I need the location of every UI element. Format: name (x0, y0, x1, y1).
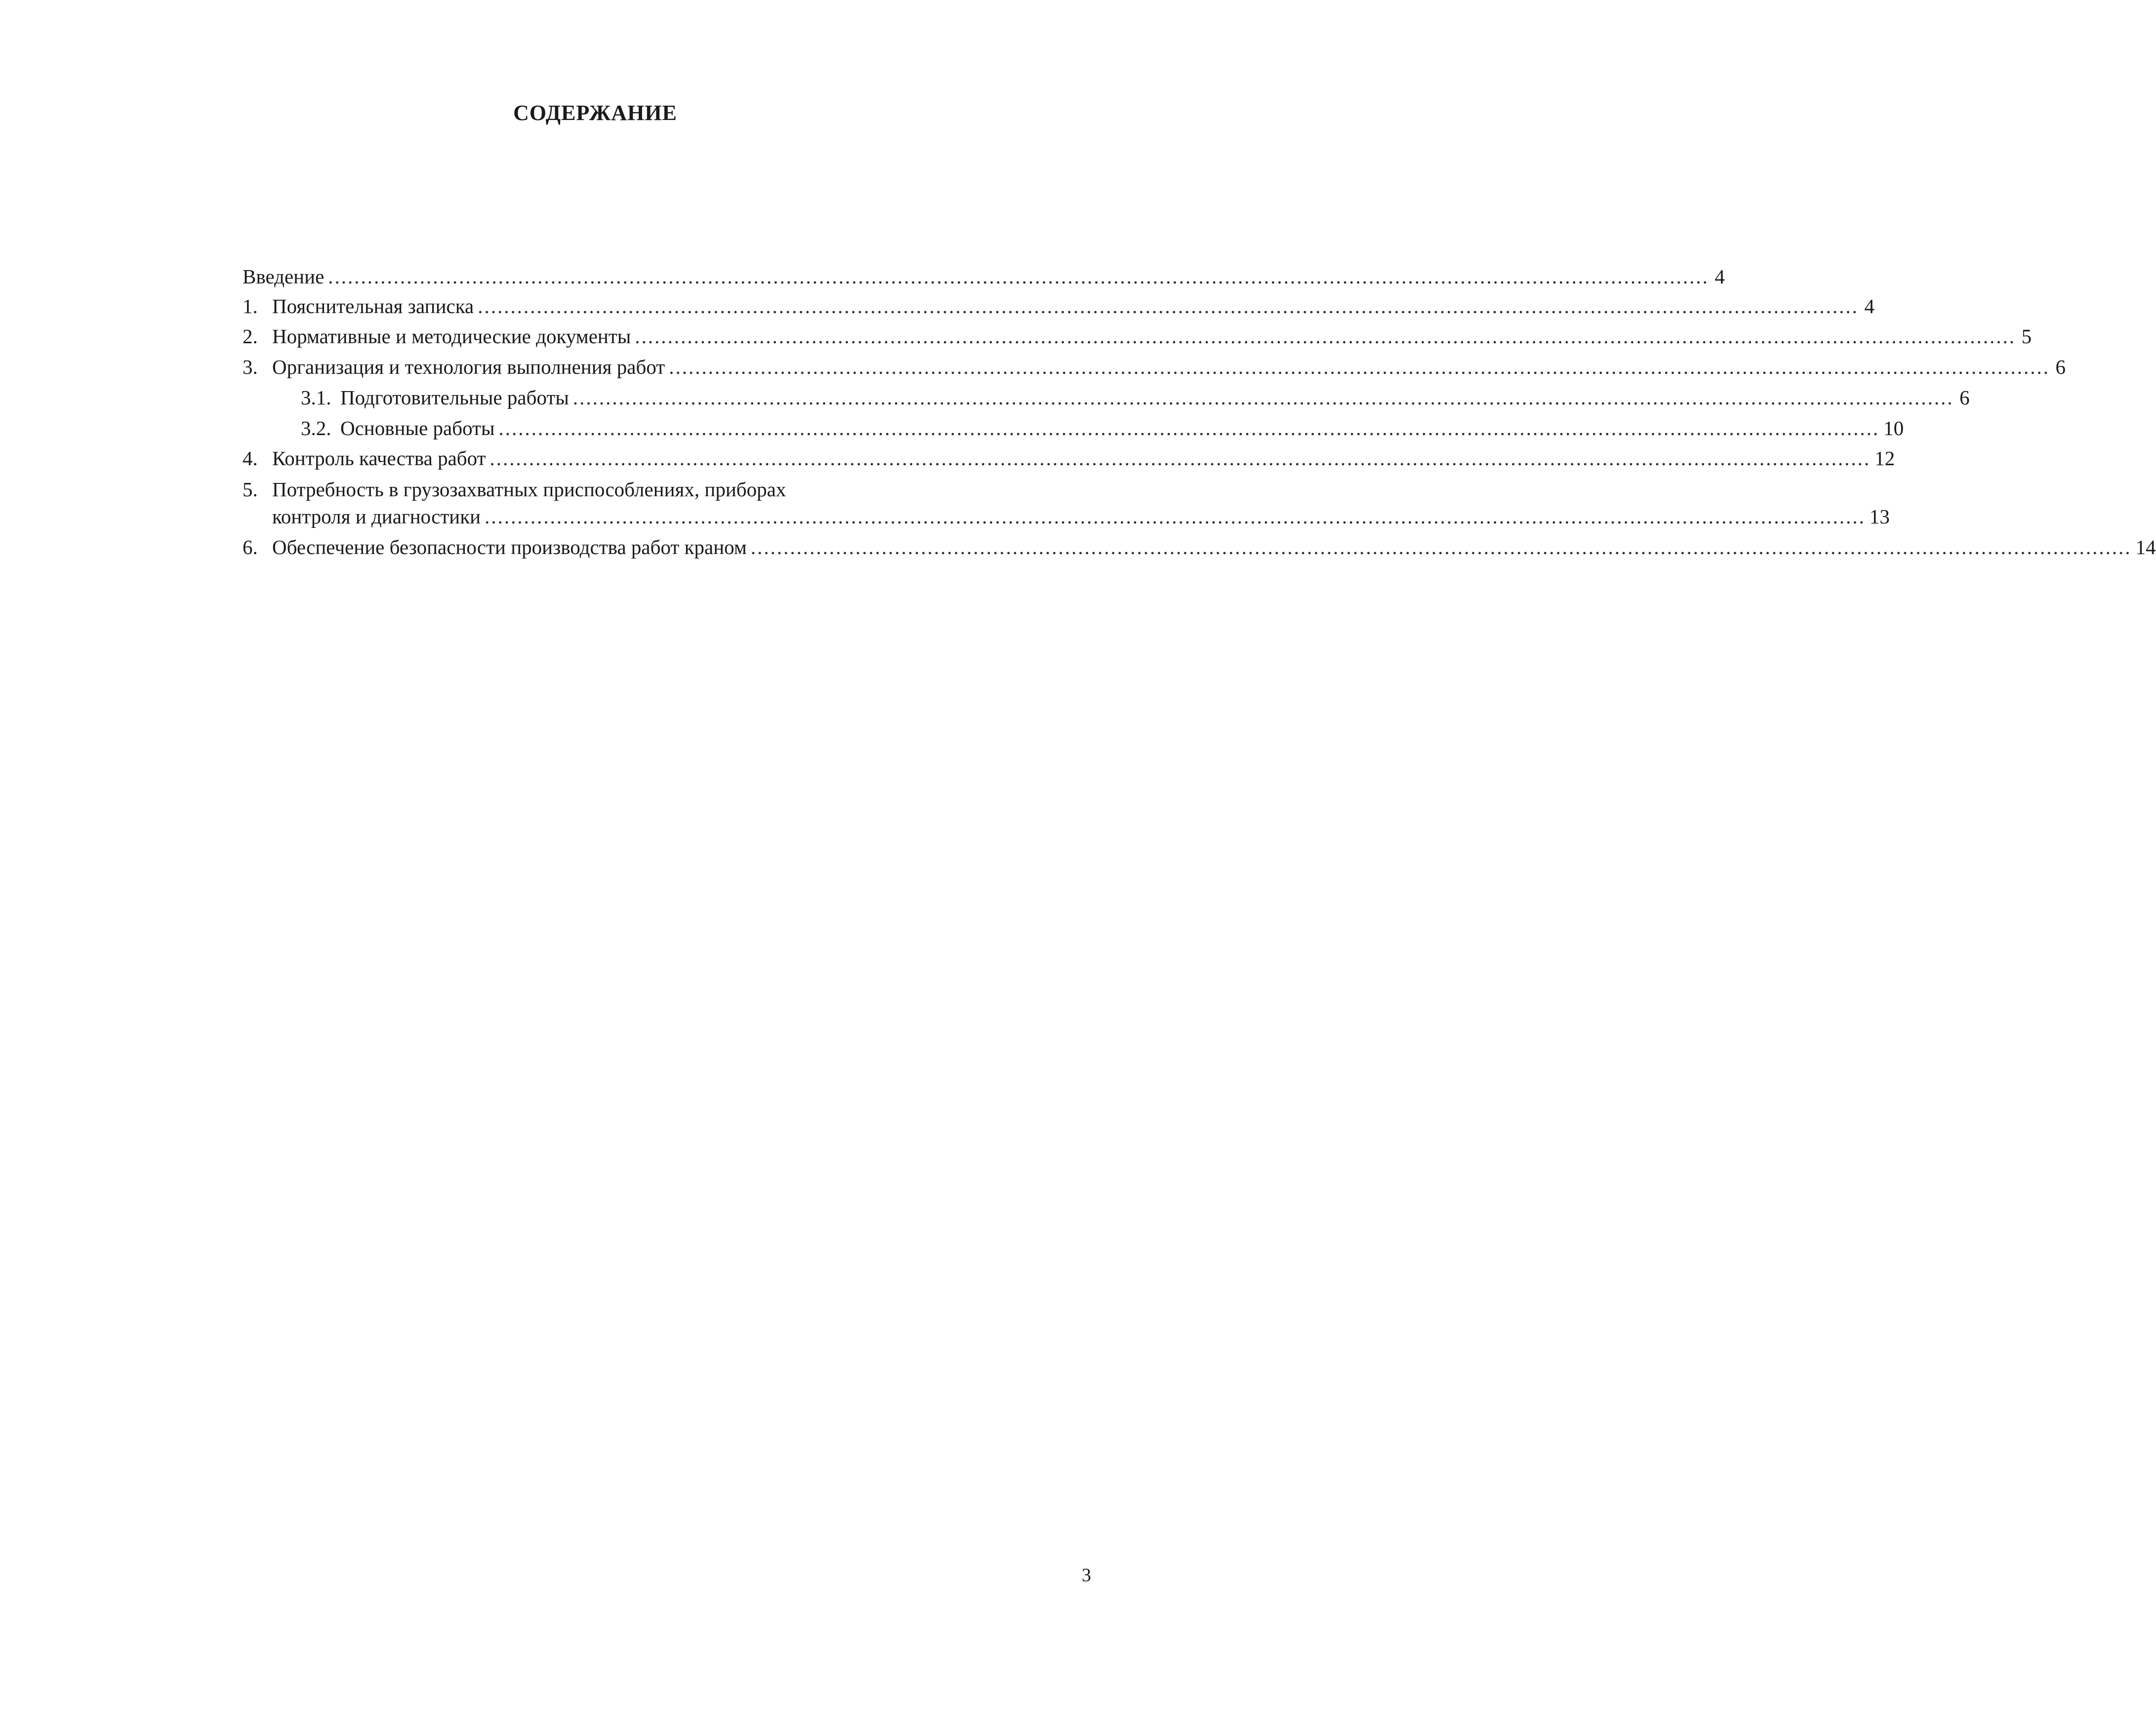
dot-leader: ................................................................................................................................................................................................................... (478, 295, 1859, 318)
toc-entry-3[interactable] (243, 353, 2066, 381)
dot-leader: ................................................................................................................................................................................................................... (635, 325, 2016, 348)
toc-page-number: 6 (2055, 356, 2066, 378)
dot-leader: ................................................................................................................................................................................................................... (572, 386, 1954, 409)
toc-entry-2[interactable] (243, 322, 2032, 350)
toc-page-number: 4 (1864, 295, 1874, 318)
toc-number: 3.1. (301, 386, 331, 409)
page-number: 3 (1082, 1565, 1091, 1586)
toc-number: 5. (243, 478, 258, 501)
dot-leader: ................................................................................................................................................................................................................... (328, 265, 1709, 288)
toc-label: Введение (243, 265, 325, 288)
dot-leader: ................................................................................................................................................................................................................... (485, 505, 1866, 528)
toc-label: Пояснительная записка (272, 295, 474, 318)
toc-entry-5[interactable] (272, 503, 1890, 530)
toc-label: Подготовительные работы (340, 386, 569, 409)
toc-page-number: 5 (2021, 325, 2032, 348)
toc-number: 1. (243, 295, 258, 318)
toc-entry-3-1[interactable] (301, 384, 1970, 411)
dot-leader: ................................................................................................................................................................................................................... (669, 356, 2050, 378)
toc-entry-6[interactable] (243, 533, 2156, 561)
toc-entry-1[interactable] (243, 292, 1874, 320)
toc-label: Контроль качества работ (272, 447, 486, 470)
toc-number: 3. (243, 356, 258, 378)
toc-label: Основные работы (340, 417, 495, 439)
toc-number: 3.2. (301, 417, 331, 439)
toc-label: Обеспечение безопасности производства работ краном (272, 536, 747, 558)
dot-leader: ................................................................................................................................................................................................................... (489, 447, 1871, 470)
toc-page-number: 4 (1714, 265, 1725, 288)
toc-page-number: 10 (1883, 417, 1904, 439)
toc-number: 4. (243, 447, 258, 470)
toc-label: Организация и технология выполнения работ (272, 356, 665, 378)
toc-page-number: 6 (1959, 386, 1970, 409)
toc-entry-introduction[interactable] (243, 263, 1725, 290)
toc-label-line1[interactable]: Потребность в грузозахватных приспособлениях, приборах (272, 478, 786, 501)
toc-entry-4[interactable] (243, 444, 1895, 472)
page-title: СОДЕРЖАНИЕ (513, 101, 677, 125)
toc-page-number: 12 (1874, 447, 1895, 470)
toc-entry-3-2[interactable] (301, 414, 1904, 442)
toc-label: контроля и диагностики (272, 505, 481, 528)
toc-number: 2. (243, 325, 258, 348)
dot-leader: ................................................................................................................................................................................................................... (498, 417, 1880, 439)
dot-leader: ................................................................................................................................................................................................................... (750, 536, 2132, 558)
toc-page-number: 13 (1869, 505, 1890, 528)
toc-page-number: 14 (2135, 536, 2156, 558)
toc-number: 6. (243, 536, 258, 558)
toc-label: Нормативные и методические документы (272, 325, 631, 348)
